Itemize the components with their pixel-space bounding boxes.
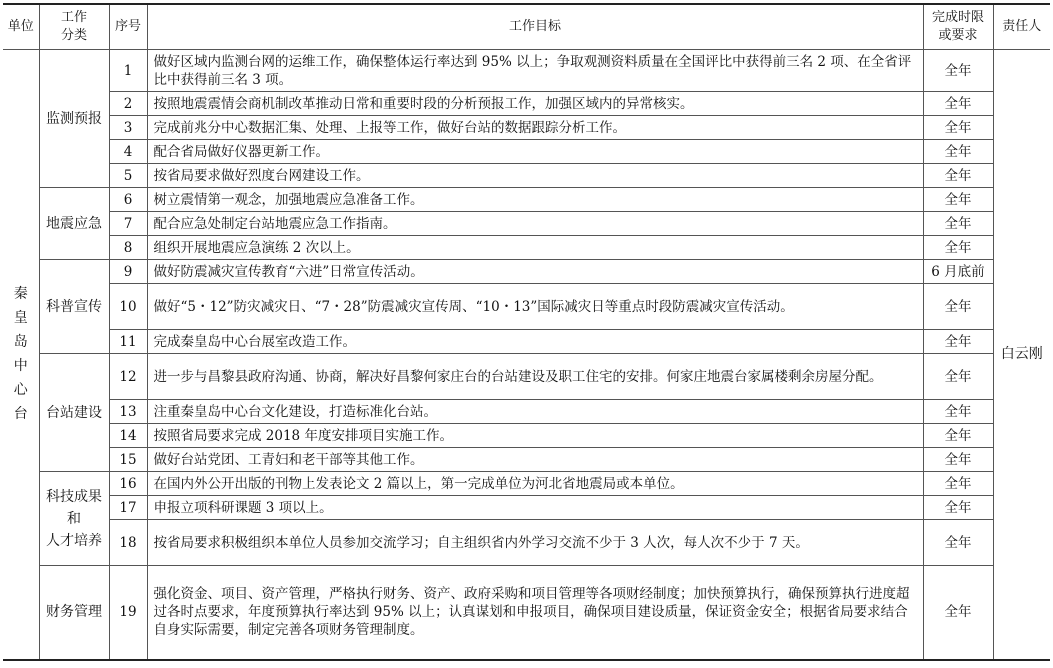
row-deadline: 全年: [923, 520, 993, 566]
header-goal: 工作目标: [147, 4, 923, 50]
row-deadline: 全年: [923, 188, 993, 212]
table-row: [3, 92, 1050, 116]
row-number: 18: [109, 520, 147, 566]
table-row: [3, 140, 1050, 164]
table-row: [3, 330, 1050, 354]
work-goals-table: [3, 3, 1050, 661]
table-row: [3, 164, 1050, 188]
row-goal: 做好台站党团、工青妇和老干部等其他工作。: [147, 448, 923, 472]
category-emergency: 地震应急: [39, 188, 109, 260]
row-goal: 做好防震减灾宣传教育“六进”日常宣传活动。: [147, 260, 923, 284]
row-number: 6: [109, 188, 147, 212]
row-deadline: 全年: [923, 116, 993, 140]
row-deadline: 全年: [923, 236, 993, 260]
table-row: [3, 116, 1050, 140]
row-goal: 组织开展地震应急演练 2 次以上。: [147, 236, 923, 260]
table-row: [3, 448, 1050, 472]
row-number: 11: [109, 330, 147, 354]
table-row: [3, 260, 1050, 284]
row-number: 8: [109, 236, 147, 260]
row-goal: 进一步与昌黎县政府沟通、协商，解决好昌黎何家庄台的台站建设及职工住宅的安排。何家庄地震台家属楼剩余房屋分配。: [147, 354, 923, 400]
table-row: [3, 236, 1050, 260]
row-goal: 做好“5・12”防灾减灾日、“7・28”防震减灾宣传周、“10・13”国际减灾日等重点时段防震减灾宣传活动。: [147, 284, 923, 330]
row-goal: 按照省局要求完成 2018 年度安排项目实施工作。: [147, 424, 923, 448]
row-deadline: 全年: [923, 354, 993, 400]
row-number: 16: [109, 472, 147, 496]
table-row: [3, 424, 1050, 448]
table-row: [3, 472, 1050, 496]
row-deadline: 全年: [923, 50, 993, 92]
header-row: [3, 4, 1050, 50]
table-row: [3, 188, 1050, 212]
table-row: [3, 520, 1050, 566]
category-outreach: 科普宣传: [39, 260, 109, 354]
row-goal: 做好区域内监测台网的运维工作，确保整体运行率达到 95% 以上；争取观测资料质量在全国评比中获得前三名 2 项、在全省评比中获得前三名 3 项。: [147, 50, 923, 92]
table-row: [3, 400, 1050, 424]
row-deadline: 全年: [923, 140, 993, 164]
row-deadline: 全年: [923, 496, 993, 520]
row-goal: 按照地震震情会商机制改革推动日常和重要时段的分析预报工作，加强区域内的异常核实。: [147, 92, 923, 116]
row-deadline: 全年: [923, 448, 993, 472]
row-number: 5: [109, 164, 147, 188]
row-deadline: 全年: [923, 92, 993, 116]
row-number: 15: [109, 448, 147, 472]
row-number: 9: [109, 260, 147, 284]
row-goal: 配合省局做好仪器更新工作。: [147, 140, 923, 164]
responsible-person: 白云刚: [993, 50, 1050, 660]
table-row: [3, 354, 1050, 400]
row-goal: 注重秦皇岛中心台文化建设，打造标准化台站。: [147, 400, 923, 424]
row-deadline: 6 月底前: [923, 260, 993, 284]
row-number: 12: [109, 354, 147, 400]
row-goal: 完成秦皇岛中心台展室改造工作。: [147, 330, 923, 354]
unit-cell: 秦皇岛中心台: [3, 50, 39, 660]
header-deadline: 完成时限 或要求: [923, 4, 993, 50]
category-tech-talent: 科技成果 和 人才培养: [39, 472, 109, 566]
row-goal: 按省局要求做好烈度台网建设工作。: [147, 164, 923, 188]
table-row: [3, 496, 1050, 520]
row-goal: 配合应急处制定台站地震应急工作指南。: [147, 212, 923, 236]
row-deadline: 全年: [923, 284, 993, 330]
row-number: 2: [109, 92, 147, 116]
row-deadline: 全年: [923, 424, 993, 448]
header-person: 责任人: [993, 4, 1050, 50]
row-goal: 完成前兆分中心数据汇集、处理、上报等工作，做好台站的数据跟踪分析工作。: [147, 116, 923, 140]
row-number: 1: [109, 50, 147, 92]
row-number: 4: [109, 140, 147, 164]
row-number: 17: [109, 496, 147, 520]
header-unit: 单位: [3, 4, 39, 50]
row-number: 3: [109, 116, 147, 140]
header-category: 工作 分类: [39, 4, 109, 50]
table-row: [3, 212, 1050, 236]
row-deadline: 全年: [923, 212, 993, 236]
row-goal: 树立震情第一观念，加强地震应急准备工作。: [147, 188, 923, 212]
table-row: [3, 50, 1050, 92]
row-number: 19: [109, 566, 147, 660]
row-number: 14: [109, 424, 147, 448]
row-goal: 在国内外公开出版的刊物上发表论文 2 篇以上，第一完成单位为河北省地震局或本单位。: [147, 472, 923, 496]
row-deadline: 全年: [923, 330, 993, 354]
row-goal: 申报立项科研课题 3 项以上。: [147, 496, 923, 520]
row-number: 13: [109, 400, 147, 424]
table-row: [3, 566, 1050, 660]
category-monitor: 监测预报: [39, 50, 109, 188]
category-finance: 财务管理: [39, 566, 109, 660]
table-row: [3, 284, 1050, 330]
row-goal: 强化资金、项目、资产管理，严格执行财务、资产、政府采购和项目管理等各项财经制度；加快预算执行，确保预算执行进度超过各时点要求，年度预算执行率达到 95% 以上；认真谋划和申报项目，确保项目建设质量，保证资金安全；根据省局要求结合自身实际需要，制定完善各项财务管理制度。: [147, 566, 923, 660]
header-seq: 序号: [109, 4, 147, 50]
row-deadline: 全年: [923, 472, 993, 496]
row-number: 7: [109, 212, 147, 236]
row-deadline: 全年: [923, 400, 993, 424]
row-deadline: 全年: [923, 566, 993, 660]
category-station: 台站建设: [39, 354, 109, 472]
row-goal: 按省局要求积极组织本单位人员参加交流学习；自主组织省内外学习交流不少于 3 人次，每人次不少于 7 天。: [147, 520, 923, 566]
row-number: 10: [109, 284, 147, 330]
row-deadline: 全年: [923, 164, 993, 188]
